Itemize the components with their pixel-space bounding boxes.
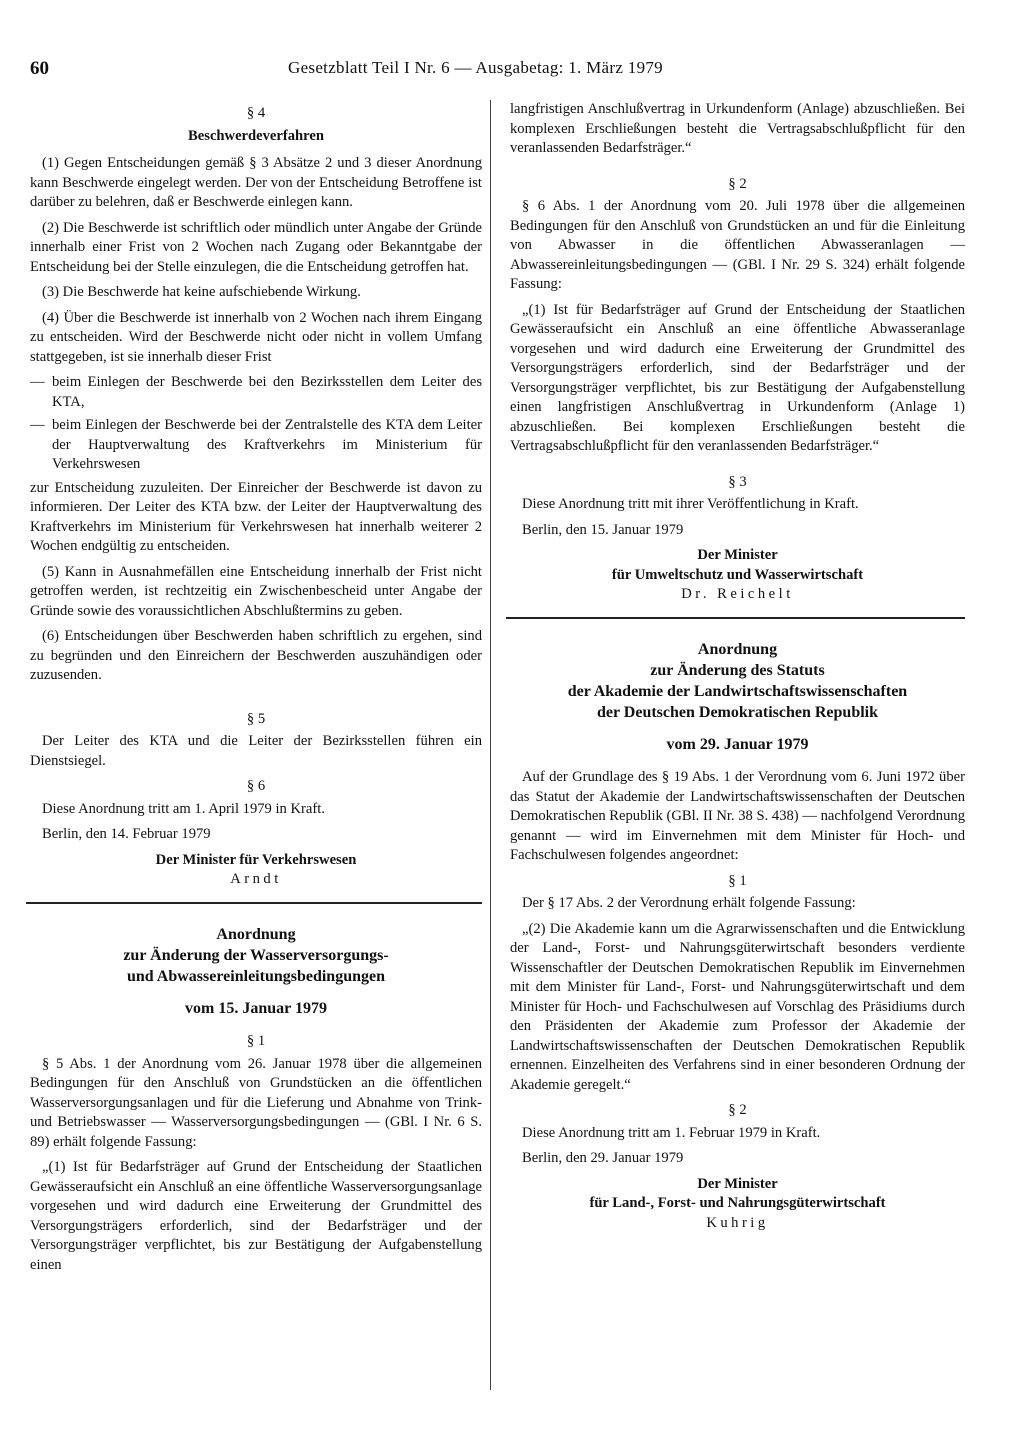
place-date: Berlin, den 14. Februar 1979 xyxy=(42,826,211,842)
ordinance-date: vom 29. Januar 1979 xyxy=(666,735,809,753)
section-2-text: § 6 Abs. 1 der Anordnung vom 20. Juli 1978 über die allgemeinen Bedingungen für den Anschluß von Grundstücken an und für die Einleitung von Abwasser in die öffentlichen Abwasseranlagen — Abwassereinleitungsbedingungen — (GBl. I Nr. 29 S. 324) erhält folgende Fassung: xyxy=(510,198,965,292)
page-number: 60 xyxy=(30,58,49,79)
section-1-text: Der § 17 Abs. 2 der Verordnung erhält folgende Fassung: xyxy=(522,895,856,911)
section-3-text: Diese Anordnung tritt mit ihrer Veröffentlichung in Kraft. xyxy=(522,496,859,512)
section-1-quote: „(1) Ist für Bedarfsträger auf Grund der Entscheidung der Staatlichen Gewässeraufsicht ein Anschluß an eine öffentliche Wasserversorgungsanlage vorgesehen und wird dadurch eine Erweiterung der Grundmittel des Versorgungsträgers erforderlich, sind der Bedarfsträger und der Versorgungsträger verpflichtet, bis zur Bestätigung der Aufgabenstellung einen xyxy=(30,1159,482,1273)
section-4-paragraph-4: (4) Über die Beschwerde ist innerhalb von 2 Wochen nach ihrem Eingang zu entscheiden. Wird der Beschwerde nicht oder nicht in vollem Umfang stattgegeben, ist sie innerhalb dieser Frist xyxy=(30,309,482,365)
section-4-paragraph-6: (6) Entscheidungen über Beschwerden haben schriftlich zu ergehen, sind zu begründen und den Einreichern der Beschwerden auszuhändigen oder zuzusenden. xyxy=(30,628,482,683)
section-2-text: Diese Anordnung tritt am 1. Februar 1979 in Kraft. xyxy=(522,1124,821,1141)
section-3-number: § 3 xyxy=(728,473,747,490)
left-column xyxy=(30,100,482,1281)
list-item: — beim Einlegen der Beschwerde bei der Zentralstelle des KTA dem Leiter der Hauptverwaltung des Kraftverkehrs im Ministerium für Verkehrswesen xyxy=(30,417,482,472)
page-header xyxy=(30,58,980,82)
continued-text: langfristigen Anschlußvertrag in Urkundenform (Anlage) abzuschließen. Bei komplexen Erschließungen besteht die Vertragsabschlußpflicht für den veranlassenden Bedarfsträger.“ xyxy=(510,101,965,156)
right-column xyxy=(510,100,965,1241)
section-divider xyxy=(26,902,482,904)
section-1-quote: „(2) Die Akademie kann um die Agrarwissenschaften und die Entwicklung der Land-, Forst- und Nahrungsgüterwirtschaft besonders verdiente Wissenschaftler der Deutschen Demokratischen Republik im Einvernehmen mit dem Minister für Land-, Forst- und Nahrungsgüterwirtschaft und dem Minister für Hoch- und Fachschulwesen auf Vorschlag des Präsidiums durch den Präsidenten der Akademie zum Professor der Akademie der Landwirtschaftswissenschaften der Deutschen Demokratischen Republik ernennen. Einzelheiten des Verfahrens sind in einer besonderen Ordnung der Akademie geregelt.“ xyxy=(510,920,965,1093)
place-date: Berlin, den 15. Januar 1979 xyxy=(522,521,684,538)
ordinance-title-line: Anordnung xyxy=(216,925,296,943)
list-item-text: beim Einlegen der Beschwerde bei der Zentralstelle des KTA dem Leiter der Hauptverwaltung des Kraftverkehrs im Ministerium für Verkehrswesen xyxy=(52,417,482,472)
ordinance-title xyxy=(510,639,965,723)
ordinance-title-line: zur Änderung der Wasserversorgungs- xyxy=(123,946,389,964)
list-item-text: beim Einlegen der Beschwerde bei den Bezirksstellen dem Leiter des KTA, xyxy=(52,374,482,410)
section-4-title: Beschwerdeverfahren xyxy=(188,127,324,144)
section-4-paragraph-2: (2) Die Beschwerde ist schriftlich oder mündlich unter Angabe der Gründe innerhalb einer Frist von 2 Wochen nach Zugang oder Bekanntgabe der Entscheidung bei der Stelle einzulegen, die die Entscheidung getroffen hat. xyxy=(30,219,482,275)
signatory-title: Der Minister xyxy=(697,547,778,563)
section-4-paragraph-1: (1) Gegen Entscheidungen gemäß § 3 Absätze 2 und 3 dieser Anordnung kann Beschwerde eingelegt werden. Der von der Entscheidung Betroffene ist darüber zu belehren, daß er Beschwerde einlegen kann. xyxy=(30,155,482,210)
signatory-title: für Umweltschutz und Wasserwirtschaft xyxy=(611,566,864,583)
section-5-number: § 5 xyxy=(246,710,266,727)
section-1-text: § 5 Abs. 1 der Anordnung vom 26. Januar 1978 über die allgemeinen Bedingungen für den Anschluß von Grundstücken an die öffentlichen Wasserversorgungsanlagen und für die Lieferung und Abnahme von Trink- und Betriebswasser — Wasserversorgungsbedingungen — (GBl. I Nr. 6 S. 89) erhält folgende Fassung: xyxy=(30,1055,482,1150)
signatory-title: Der Minister für Verkehrswesen xyxy=(155,851,357,868)
section-4-paragraph-4-continued: zur Entscheidung zuzuleiten. Der Einreicher der Beschwerde ist davon zu informieren. Der Leiter des KTA bzw. der Leiter der Hauptverwaltung des Kraftverkehrs im Ministerium für Verkehrswesen hat innerhalb weiterer 2 Wochen endgültig zu entscheiden. xyxy=(30,479,482,554)
signatory-name: Kuhrig xyxy=(706,1214,769,1231)
section-5-text: Der Leiter des KTA und die Leiter der Bezirksstellen führen ein Dienstsiegel. xyxy=(30,733,482,769)
section-4-paragraph-5: (5) Kann in Ausnahmefällen eine Entscheidung innerhalb der Frist nicht getroffen werden, ist rechtzeitig ein Zwischenbescheid unter Angabe der Gründe sowie des voraussichtlichen Abschlußtermins zu geben. xyxy=(30,563,482,619)
section-4-paragraph-3: (3) Die Beschwerde hat keine aufschiebende Wirkung. xyxy=(42,284,361,300)
section-divider xyxy=(506,617,965,619)
place-date: Berlin, den 29. Januar 1979 xyxy=(522,1150,684,1166)
ordinance-date: vom 15. Januar 1979 xyxy=(185,999,327,1017)
section-1-number: § 1 xyxy=(728,872,747,889)
signatory-title: für Land-, Forst- und Nahrungsgüterwirtschaft xyxy=(589,1195,886,1211)
ordinance-title xyxy=(30,924,482,987)
ordinance-title-line: zur Änderung des Statuts xyxy=(650,661,825,679)
running-title: Gesetzblatt Teil I Nr. 6 — Ausgabetag: 1. März 1979 xyxy=(288,58,663,77)
ordinance-title-line: und Abwassereinleitungsbedingungen xyxy=(126,967,385,985)
signatory-title: Der Minister xyxy=(697,1175,778,1192)
ordinance-title-line: der Deutschen Demokratischen Republik xyxy=(596,703,879,721)
ordinance-title-line: Anordnung xyxy=(697,640,778,658)
list-item: — beim Einlegen der Beschwerde bei den Bezirksstellen dem Leiter des KTA, xyxy=(30,374,482,410)
section-2-number: § 2 xyxy=(728,1102,747,1118)
section-2-number: § 2 xyxy=(728,175,747,192)
column-divider xyxy=(490,100,491,1390)
signatory-name: Dr. Reichelt xyxy=(681,586,794,602)
section-4-number: § 4 xyxy=(246,105,266,121)
section-6-text: Diese Anordnung tritt am 1. April 1979 in Kraft. xyxy=(42,800,325,817)
signatory-name: Arndt xyxy=(230,871,282,887)
section-6-number: § 6 xyxy=(246,778,266,794)
section-2-quote: „(1) Ist für Bedarfsträger auf Grund der Entscheidung der Staatlichen Gewässeraufsicht ein Anschluß an eine öffentliche Abwasseranlage vorgesehen und wird dadurch eine Erweiterung der Grundmittel des Versorgungsträgers erforderlich, sind der Bedarfsträger und der Versorgungsträger verpflichtet, bis zur Bestätigung der Aufgabenstellung einen langfristigen Anschlußvertrag in Urkundenform (Anlage 1) abzuschließen. Bei komplexen Erschließungen besteht die Vertragsabschlußpflicht für den veranlassenden Bedarfsträger.“ xyxy=(510,301,965,454)
ordinance-intro: Auf der Grundlage des § 19 Abs. 1 der Verordnung vom 6. Juni 1972 über das Statut der Akademie der Landwirtschaftswissenschaften der Deutschen Demokratischen Republik (GBl. II Nr. 38 S. 438) — nachfolgend Verordnung genannt — wird im Einvernehmen mit dem Minister für Hoch- und Fachschulwesen folgendes angeordnet: xyxy=(510,769,965,863)
section-1-number: § 1 xyxy=(246,1033,266,1049)
ordinance-title-line: der Akademie der Landwirtschaftswissenschaften xyxy=(567,682,908,700)
